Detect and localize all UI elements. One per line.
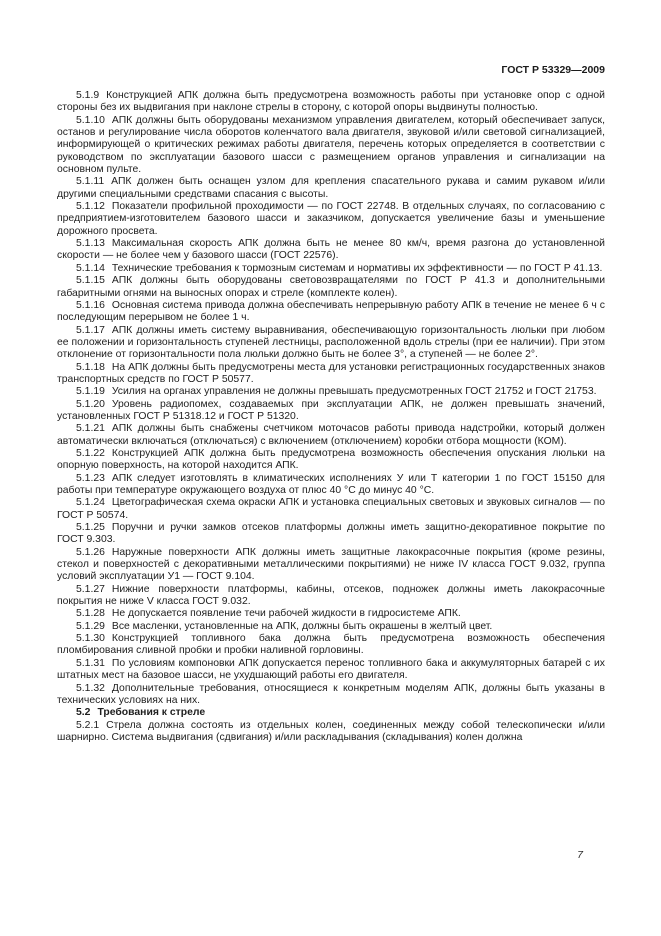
clause-number: 5.1.10 [76,114,105,126]
paragraph-5-1-23 [57,473,605,498]
paragraph-5-1-9 [57,90,605,115]
clause-text: Основная система привода должна обеспечивать непрерывную работу АПК в течение не менее 6 ч с последующим перерывом не более 1 ч. [57,299,605,324]
section-heading-5-2 [57,707,605,719]
clause-text: Не допускается появление течи рабочей жидкости в гидросистеме АПК. [111,608,461,620]
standard-code: ГОСТ Р 53329—2009 [501,64,605,76]
clause-number: 5.1.32 [76,682,105,694]
paragraph-5-1-13 [57,238,605,263]
paragraph-5-1-19 [57,386,605,398]
paragraph-5-1-25 [57,522,605,547]
clause-number: 5.1.31 [76,657,105,669]
clause-text: АПК должны иметь систему выравнивания, обеспечивающую горизонтальность люльки при любом ее положении и горизонтальность ступеней лестницы, расположенной вдоль стрелы (при ее наличии). При этом отклонение от горизонтальности пола люльки должно быть не более 3°, а ступеней — не более 2°. [57,324,605,361]
paragraph-5-1-32 [57,683,605,708]
clause-text: АПК должны быть оборудованы механизмом управления двигателем, который обеспечивает запуск, останов и регулирование числа оборотов коленчатого вала двигателя, звуковой и/или световой сигнализацией, информирующей о критических режимах работы двигателя, перечень которых определяется в соответствии с руководством по эксплуатации базового шасси с размещением органов управления и сигнализации на основном пульте. [57,114,605,176]
clause-text: Стрела должна состоять из отдельных колен, соединенных между собой телескопически и/или шарнирно. Система выдвигания (сдвигания) и/или раскладывания (складывания) колен должна [57,719,605,743]
clause-text: Конструкцией топливного бака должна быть предусмотрена возможность обеспечения пломбирования сливной пробки и пробки наливной горловины. [57,633,605,657]
clause-number: 5.1.25 [76,522,105,534]
paragraph-5-1-20 [57,399,605,424]
clause-number: 5.1.23 [76,472,105,484]
clause-number: 5.1.9 [76,90,100,101]
paragraph-5-1-22 [57,448,605,473]
clause-text: По условиям компоновки АПК допускается перенос топливного бака и аккумуляторных батарей с их штатных мест на базовое шасси, не ухудшающий работы его двигателя. [57,657,605,682]
paragraph-5-1-10 [57,115,605,177]
clause-text: Технические требования к тормозным системам и нормативы их эффективности — по ГОСТ Р 41.13. [111,262,603,274]
clause-text: Цветографическая схема окраски АПК и установка специальных световых и звуковых сигналов — по ГОСТ Р 50574. [57,497,605,521]
clause-text: Конструкцией АПК должна быть предусмотрена возможность обеспечения опускания люльки на опорную поверхность, на которой находится АПК. [57,447,605,472]
clause-number: 5.1.18 [76,361,105,373]
clause-text: АПК должны быть оборудованы световозвращателями по ГОСТ Р 41.3 и дополнительными габаритными огнями на выносных опорах и стреле (комплекте колен). [57,275,605,299]
clause-text: Поручни и ручки замков отсеков платформы должны иметь защитно-декоративное покрытие по ГОСТ 9.303. [57,522,605,546]
paragraph-5-1-24 [57,497,605,522]
clause-text: Конструкцией АПК должна быть предусмотрена возможность работы при установке опор с одной стороны без их выдвигания при наклоне стрелы в сторону, с которой опоры выдвинуты полностью. [57,90,605,114]
clause-number: 5.1.21 [76,423,105,435]
clause-text: Дополнительные требования, относящиеся к конкретным моделям АПК, должны быть указаны в технических условиях на них. [57,682,605,706]
clause-number: 5.1.29 [76,620,105,632]
clause-number: 5.1.26 [76,546,105,558]
paragraph-5-1-11 [57,176,605,201]
paragraph-5-1-15 [57,275,605,300]
clause-number: 5.1.27 [76,583,105,595]
clause-text: АПК следует изготовлять в климатических исполнениях У или Т категории 1 по ГОСТ 15150 для работы при температуре окружающего воздуха от плюс 40 °С до минус 40 °С. [57,472,605,496]
paragraph-5-1-16 [57,300,605,325]
clause-number: 5.1.22 [76,447,105,459]
paragraph-5-2-1 [57,720,605,745]
paragraph-5-1-14 [57,263,605,275]
clause-number: 5.1.30 [76,633,105,645]
clause-number: 5.1.11 [76,176,105,188]
paragraph-5-1-21 [57,423,605,448]
clause-text: Уровень радиопомех, создаваемых при эксплуатации АПК, не должен превышать значений, установленных ГОСТ Р 51318.12 и ГОСТ Р 51320. [57,398,605,422]
clause-number: 5.1.28 [76,608,105,620]
clause-text: Нижние поверхности платформы, кабины, отсеков, подножек должны иметь лакокрасочные покрытия не ниже V класса ГОСТ 9.032. [57,583,605,608]
paragraph-5-1-26 [57,547,605,584]
paragraph-5-1-17 [57,325,605,362]
clause-number: 5.1.19 [76,386,105,398]
page-number: 7 [577,849,583,861]
clause-text: АПК должны быть снабжены счетчиком моточасов работы привода надстройки, который должен автоматически включаться (отключаться) с включением (отключением) коробки отбора мощности (КОМ). [57,423,605,447]
clause-text: Требования к стреле [97,707,206,719]
clause-number: 5.1.13 [76,238,105,250]
paragraph-5-1-12 [57,201,605,238]
clause-text: Наружные поверхности АПК должны иметь защитные лакокрасочные покрытия (кроме резины, стекол и поверхностей с декоративными металлическими покрытиями) не ниже IV класса ГОСТ 9.032, группа условий эксплуатации У1 — ГОСТ 9.104. [57,546,605,583]
document-body [57,90,605,744]
clause-number: 5.1.15 [76,275,105,287]
paragraph-5-1-31 [57,658,605,683]
clause-text: Показатели профильной проходимости — по ГОСТ 22748. В отдельных случаях, по согласованию с предприятием-изготовителем базового шасси и заказчиком, допускается увеличение базы и уменьшение дорожного просвета. [57,201,605,237]
clause-text: Все масленки, установленные на АПК, должны быть окрашены в желтый цвет. [111,620,493,632]
clause-number: 5.2.1 [76,719,100,731]
clause-number: 5.1.20 [76,398,105,410]
paragraph-5-1-18 [57,362,605,387]
clause-text: Усилия на органах управления не должны превышать предусмотренных ГОСТ 21752 и ГОСТ 21753. [111,386,597,398]
clause-number: 5.1.12 [76,201,105,213]
clause-text: Максимальная скорость АПК должна быть не менее 80 км/ч, время разгона до установленной скорости — не более чем у базового шасси (ГОСТ 22576). [57,238,605,262]
clause-number: 5.1.14 [76,262,105,274]
clause-text: АПК должен быть оснащен узлом для крепления спасательного рукава и самим рукавом и/или другими специальными средствами спасания с высоты. [57,176,605,200]
paragraph-5-1-28 [57,608,605,620]
paragraph-5-1-29 [57,621,605,633]
clause-number: 5.2 [76,707,91,719]
paragraph-5-1-30 [57,633,605,658]
paragraph-5-1-27 [57,584,605,609]
clause-number: 5.1.24 [76,497,105,509]
clause-number: 5.1.16 [76,299,105,311]
clause-text: На АПК должны быть предусмотрены места для установки регистрационных государственных знаков транспортных средств по ГОСТ Р 50577. [57,361,605,385]
clause-number: 5.1.17 [76,324,105,336]
